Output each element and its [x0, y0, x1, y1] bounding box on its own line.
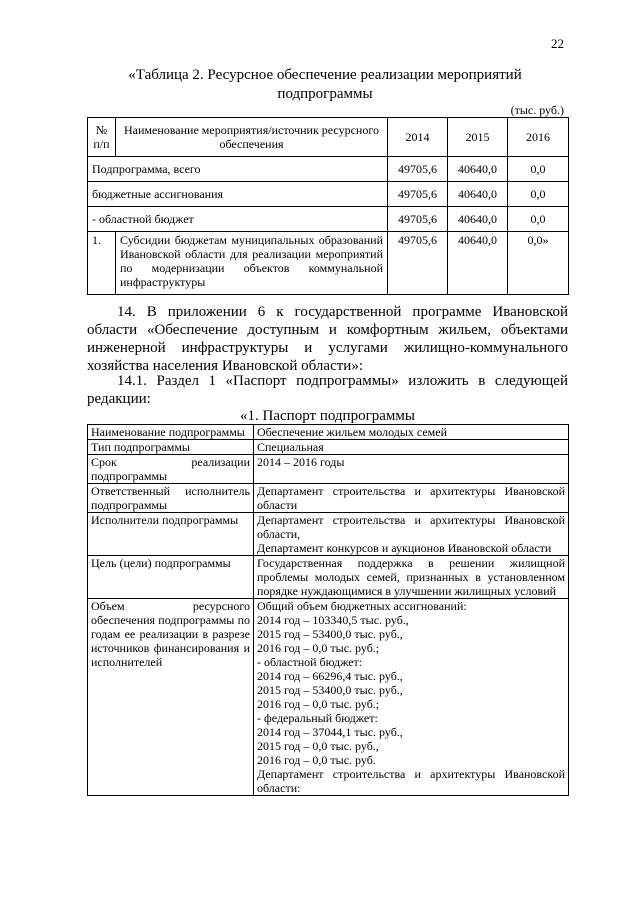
- paragraph-14: 14. В приложении 6 к государственной программе Ивановской области «Обеспечение доступным и комфортным жильем, объектами инженерной инфраструктуры и услугами жилищно-коммунального хозяйства населения Ивановской области»:: [87, 304, 568, 374]
- passport-value: [254, 599, 569, 796]
- passport-label: Наименование подпрограммы: [88, 425, 254, 440]
- passport-value: [254, 556, 569, 599]
- passport-value-line: 2014 год – 66296,4 тыс. руб.,: [257, 669, 403, 683]
- passport-row: [88, 556, 569, 599]
- header-num: № п/п: [88, 118, 116, 157]
- row-2016: 0,0: [508, 157, 569, 182]
- passport-row: [88, 440, 569, 455]
- passport-value-line: Департамент конкурсов и аукционов Ивановской области: [257, 541, 552, 555]
- passport-row: [88, 599, 569, 796]
- passport-label: Срок реализации подпрограммы: [88, 455, 254, 484]
- passport-value-line: Обеспечение жильем молодых семей: [257, 425, 448, 439]
- passport-value-line: Общий объем бюджетных ассигнований:: [257, 599, 467, 613]
- passport-label: Цель (цели) подпрограммы: [88, 556, 254, 599]
- row-2015: 40640,0: [448, 157, 508, 182]
- passport-value-line: 2015 год – 0,0 тыс. руб.,: [257, 739, 379, 753]
- table-row: [88, 232, 569, 295]
- row-name: Подпрограмма, всего: [88, 157, 388, 182]
- passport-value: [254, 440, 569, 455]
- resource-table: [87, 117, 569, 295]
- passport-row: [88, 425, 569, 440]
- row-2015: 40640,0: [448, 182, 508, 207]
- item-2014: 49705,6: [388, 232, 448, 295]
- passport-label: Объем ресурсного обеспечения подпрограммы по годам ее реализации в разрезе источников финансирования и исполнителей: [88, 599, 254, 796]
- passport-row: [88, 513, 569, 556]
- passport-value: [254, 455, 569, 484]
- passport-table: [87, 424, 569, 796]
- passport-value-line: 2015 год – 53400,0 тыс. руб.,: [257, 683, 403, 697]
- passport-value: [254, 513, 569, 556]
- passport-value-line: 2014 год – 103340,5 тыс. руб.,: [257, 613, 409, 627]
- passport-value-line: 2014 год – 37044,1 тыс. руб.,: [257, 725, 403, 739]
- table-row: [88, 207, 569, 232]
- passport-value-line: Государственная поддержка в решении жилищной проблемы молодых семей, признанных в установленном порядке нуждающимися в улучшении жилищных условий: [257, 556, 565, 598]
- passport-value: [254, 425, 569, 440]
- header-2015: 2015: [448, 118, 508, 157]
- paragraph-14-1: 14.1. Раздел 1 «Паспорт подпрограммы» изложить в следующей редакции:: [87, 373, 568, 407]
- item-num: 1.: [88, 232, 116, 295]
- passport-value-line: Департамент строительства и архитектуры Ивановской области: [257, 484, 565, 512]
- row-2014: 49705,6: [388, 157, 448, 182]
- passport-value-line: 2016 год – 0,0 тыс. руб.;: [257, 697, 380, 711]
- row-name: бюджетные ассигнования: [88, 182, 388, 207]
- row-2014: 49705,6: [388, 182, 448, 207]
- passport-label: Исполнители подпрограммы: [88, 513, 254, 556]
- passport-value-line: Департамент строительства и архитектуры Ивановской области,: [257, 513, 565, 541]
- passport-value-line: 2014 – 2016 годы: [257, 455, 345, 469]
- passport-value: [254, 484, 569, 513]
- passport-title: «1. Паспорт подпрограммы: [240, 408, 415, 424]
- row-2016: 0,0: [508, 182, 569, 207]
- row-2015: 40640,0: [448, 207, 508, 232]
- table-row: [88, 157, 569, 182]
- header-2014: 2014: [388, 118, 448, 157]
- passport-value-line: - федеральный бюджет:: [257, 711, 378, 725]
- passport-value-line: 2015 год – 53400,0 тыс. руб.,: [257, 627, 403, 641]
- passport-value-line: 2016 год – 0,0 тыс. руб.: [257, 753, 376, 767]
- item-name: Субсидии бюджетам муниципальных образований Ивановской области для реализации мероприятий по модернизации объектов коммунальной инфраструктуры: [116, 232, 388, 295]
- passport-row: [88, 484, 569, 513]
- table2-title: «Таблица 2. Ресурсное обеспечение реализации мероприятий подпрограммы: [128, 67, 522, 102]
- passport-value-line: - областной бюджет:: [257, 655, 363, 669]
- row-2014: 49705,6: [388, 207, 448, 232]
- item-2016: 0,0»: [508, 232, 569, 295]
- passport-row: [88, 455, 569, 484]
- item-2015: 40640,0: [448, 232, 508, 295]
- header-name: Наименование мероприятия/источник ресурсного обеспечения: [116, 118, 388, 157]
- passport-label: Тип подпрограммы: [88, 440, 254, 455]
- row-2016: 0,0: [508, 207, 569, 232]
- passport-label: Ответственный исполнитель подпрограммы: [88, 484, 254, 513]
- header-2016: 2016: [508, 118, 569, 157]
- passport-value-line: 2016 год – 0,0 тыс. руб.;: [257, 641, 380, 655]
- passport-value-line: Специальная: [257, 440, 324, 454]
- table2-unit: (тыс. руб.): [510, 103, 564, 117]
- page-number: 22: [551, 36, 564, 51]
- table-header-row: [88, 118, 569, 157]
- table-row: [88, 182, 569, 207]
- row-name: - областной бюджет: [88, 207, 388, 232]
- passport-value-line: Департамент строительства и архитектуры Ивановской области:: [257, 767, 565, 795]
